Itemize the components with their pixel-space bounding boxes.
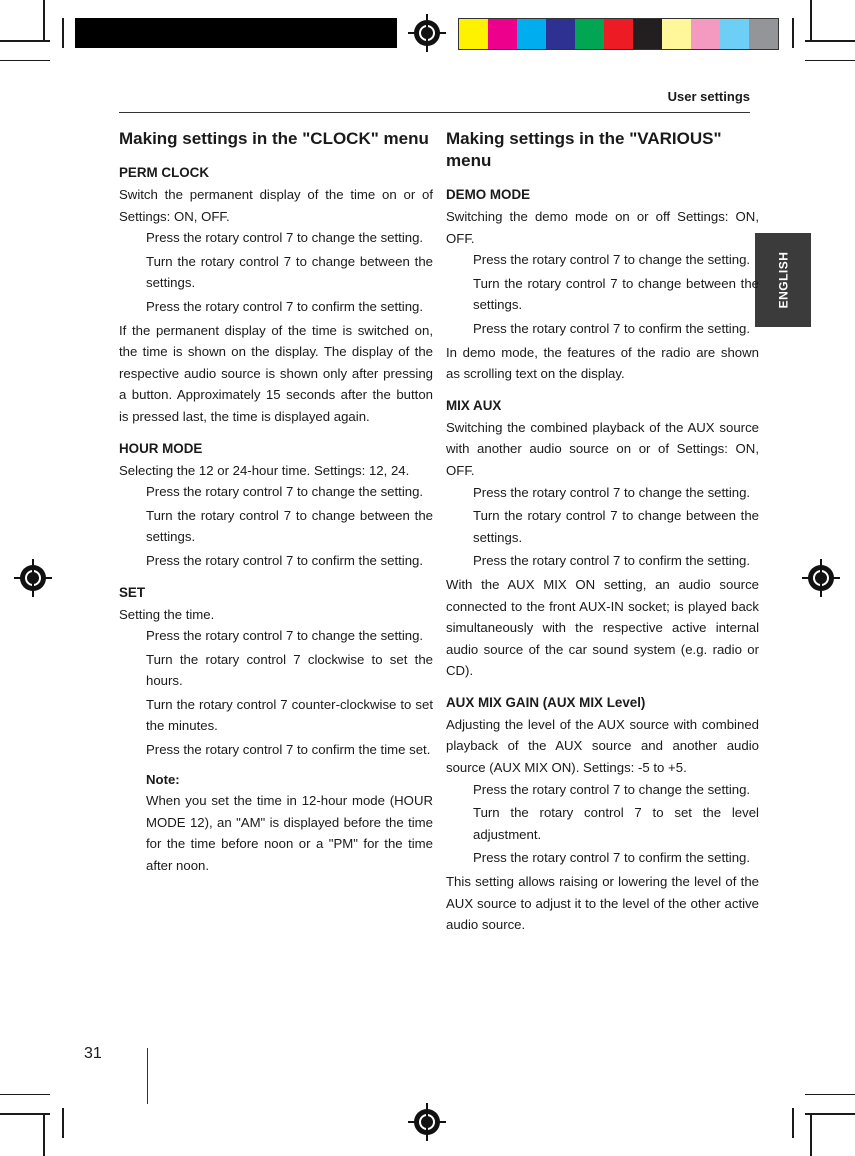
demo-step-2: Turn the rotary control 7 to change between the settings. [473, 275, 759, 313]
color-swatch [604, 19, 633, 49]
clock-menu-title: Making settings in the "CLOCK" menu [119, 129, 429, 148]
color-swatch [720, 19, 749, 49]
page-number-divider [147, 1048, 148, 1104]
perm-step-2: Turn the rotary control 7 to change between the settings. [146, 253, 433, 291]
header-divider [119, 112, 750, 113]
color-swatch [575, 19, 604, 49]
mix-step-2: Turn the rotary control 7 to change between the settings. [473, 508, 759, 545]
gain-step-2: Turn the rotary control 7 to set the level adjustment. [473, 805, 759, 842]
color-swatch [691, 19, 720, 49]
hour-mode-intro: Selecting the 12 or 24-hour time. Settings: 12, 24. [119, 462, 410, 478]
gain-step-3: Press the rotary control 7 to confirm the setting. [473, 850, 751, 866]
color-swatch [517, 19, 546, 49]
aux-mix-gain-heading: AUX MIX GAIN (AUX MIX Level) [446, 694, 646, 710]
set-step-4: Press the rotary control 7 to confirm the time set. [146, 742, 431, 758]
set-heading: SET [119, 584, 146, 600]
registration-mark-icon [808, 565, 834, 591]
mix-aux-heading: MIX AUX [446, 397, 502, 413]
demo-mode-intro: Switching the demo mode on or off Settings: ON, OFF. [446, 209, 759, 246]
language-tab: ENGLISH [755, 233, 811, 327]
set-step-1: Press the rotary control 7 to change the setting. [146, 628, 424, 644]
set-step-2: Turn the rotary control 7 clockwise to set the hours. [146, 651, 433, 689]
mix-step-3: Press the rotary control 7 to confirm the setting. [473, 553, 751, 569]
set-step-3: Turn the rotary control 7 counter-clockwise to set the minutes. [146, 696, 433, 734]
color-swatch [662, 19, 691, 49]
mix-aux-description: With the AUX MIX ON setting, an audio source connected to the front AUX-IN socket; is played back simultaneously with the respective active internal audio source of the car sound system (e.g. radio or CD). [446, 576, 759, 679]
clock-menu-column [119, 128, 433, 877]
color-swatch [749, 19, 778, 49]
section-header: User settings [667, 89, 750, 104]
registration-mark-icon [414, 1109, 440, 1135]
hour-step-1: Press the rotary control 7 to change the setting. [146, 484, 424, 500]
aux-mix-gain-intro: Adjusting the level of the AUX source with combined playback of the AUX source and another audio source (AUX MIX ON). Settings: -5 to +5. [446, 716, 759, 776]
demo-mode-description: In demo mode, the features of the radio are shown as scrolling text on the display. [446, 344, 759, 382]
mix-aux-intro: Switching the combined playback of the AUX source with another audio source on or of Settings: ON, OFF. [446, 419, 759, 478]
registration-mark-icon [20, 565, 46, 591]
note-title: Note: [146, 771, 180, 787]
registration-mark-icon [414, 20, 440, 46]
color-swatch [488, 19, 517, 49]
demo-mode-heading: DEMO MODE [446, 187, 531, 202]
color-swatch [546, 19, 575, 49]
print-density-bar [75, 18, 397, 48]
various-menu-title: Making settings in the "VARIOUS" menu [446, 129, 722, 170]
perm-clock-heading: PERM CLOCK [119, 165, 210, 180]
demo-step-1: Press the rotary control 7 to change the setting. [473, 252, 751, 268]
perm-clock-intro: Switch the permanent display of the time on or of Settings: ON, OFF. [119, 187, 433, 224]
hour-step-2: Turn the rotary control 7 to change between the settings. [146, 507, 433, 545]
hour-step-3: Press the rotary control 7 to confirm the setting. [146, 552, 424, 568]
gain-step-1: Press the rotary control 7 to change the setting. [473, 781, 751, 797]
various-menu-column [446, 128, 759, 936]
perm-step-1: Press the rotary control 7 to change the setting. [146, 230, 424, 246]
aux-mix-gain-description: This setting allows raising or lowering the level of the AUX source to adjust it to the level of the other active audio source. [446, 874, 759, 933]
color-swatch [633, 19, 662, 49]
demo-step-3: Press the rotary control 7 to confirm the setting. [473, 320, 751, 336]
note-text: When you set the time in 12-hour mode (HOUR MODE 12), an "AM" is displayed before the time for the time before noon or a "PM" for the time after noon. [146, 793, 433, 874]
hour-mode-heading: HOUR MODE [119, 440, 203, 456]
set-intro: Setting the time. [119, 606, 215, 622]
perm-step-3: Press the rotary control 7 to confirm the setting. [146, 298, 424, 314]
perm-clock-description: If the permanent display of the time is switched on, the time is shown on the display. The display of the respective audio source is shown only after pressing a button. Approximately 15 seconds after the button is pressed last, the time is displayed again. [119, 322, 433, 424]
color-calibration-bar [458, 18, 779, 50]
color-swatch [459, 19, 488, 49]
mix-step-1: Press the rotary control 7 to change the setting. [473, 484, 751, 500]
page-number: 31 [84, 1045, 102, 1062]
